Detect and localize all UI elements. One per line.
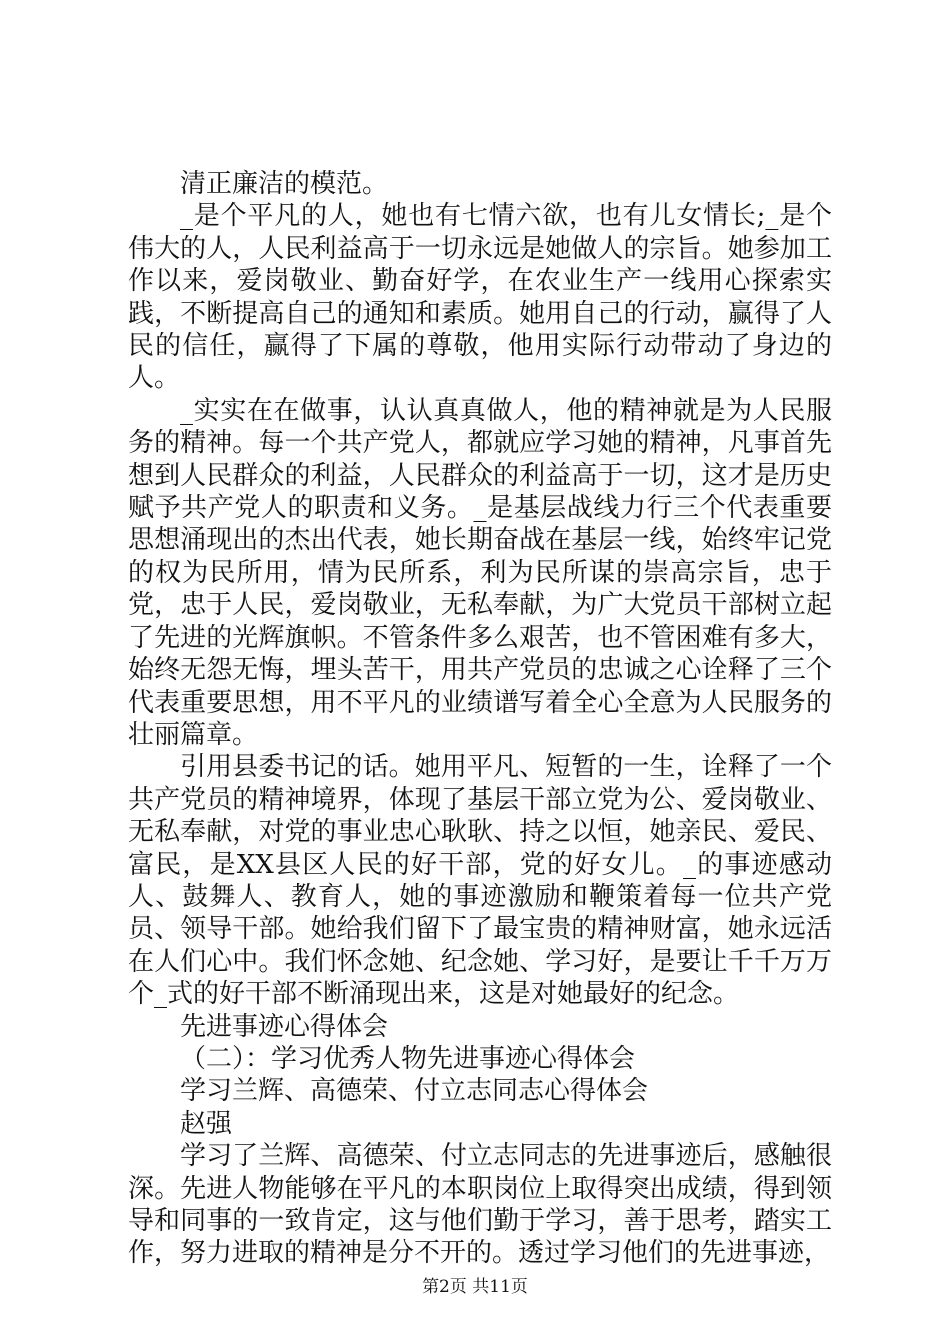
paragraph: _是个平凡的人，她也有七情六欲，也有儿女情长;_是个伟大的人，人民利益高于一切永远是她做人的宗旨。她参加工作以来，爱岗敬业、勤奋好学，在农业生产一线用心探索实践，不断提高自己的通知和素质。她用自己的行动，赢得了人民的信任，赢得了下属的尊敬，他用实际行动带动了身边的人。: [128, 201, 832, 394]
paragraph: 引用县委书记的话。她用平凡、短暂的一生，诠释了一个共产党员的精神境界，体现了基层干部立党为公、爱岗敬业、无私奉献，对党的事业忠心耿耿、持之以恒，她亲民、爱民、富民，是XX县区人民的好干部，党的好女儿。_的事迹感动人、鼓舞人、教育人，她的事迹激励和鞭策着每一位共产党员、领导干部。她给我们留下了最宝贵的精神财富，她永远活在人们心中。我们怀念她、纪念她、学习好，是要让千千万万个_式的好干部不断涌现出来，这是对她最好的纪念。: [128, 752, 832, 1010]
section-heading: 先进事迹心得体会: [180, 1011, 389, 1042]
paragraph-continuation: 清正廉洁的模范。: [180, 169, 389, 199]
article-title: 学习兰辉、高德荣、付立志同志心得体会: [180, 1076, 649, 1107]
section-subheading: （二）：学习优秀人物先进事迹心得体会: [180, 1043, 636, 1074]
document-body: [128, 168, 832, 1270]
paragraph: 学习了兰辉、高德荣、付立志同志的先进事迹后，感触很深。先进人物能够在平凡的本职岗位上取得突出成绩，得到领导和同事的一致肯定，这与他们勤于学习，善于思考，踏实工作，努力进取的精神是分不开的。透过学习他们的先进事迹，: [128, 1141, 832, 1269]
author-name: 赵强: [180, 1108, 233, 1139]
paragraph: _实实在在做事，认认真真做人，他的精神就是为人民服务的精神。每一个共产党人，都就应学习她的精神，凡事首先想到人民群众的利益，人民群众的利益高于一切，这才是历史赋予共产党人的职责和义务。_是基层战线力行三个代表重要思想涌现出的杰出代表，她长期奋战在基层一线，始终牢记党的权为民所用，情为民所系，利为民所谋的崇高宗旨，忠于党，忠于人民，爱岗敬业，无私奉献，为广大党员干部树立起了先进的光辉旗帜。不管条件多么艰苦，也不管困难有多大，始终无怨无悔，埋头苦干，用共产党员的忠诚之心诠释了三个代表重要思想，用不平凡的业绩谱写着全心全意为人民服务的壮丽篇章。: [128, 395, 832, 750]
page-number-footer: 第2页 共11页: [422, 1277, 528, 1297]
